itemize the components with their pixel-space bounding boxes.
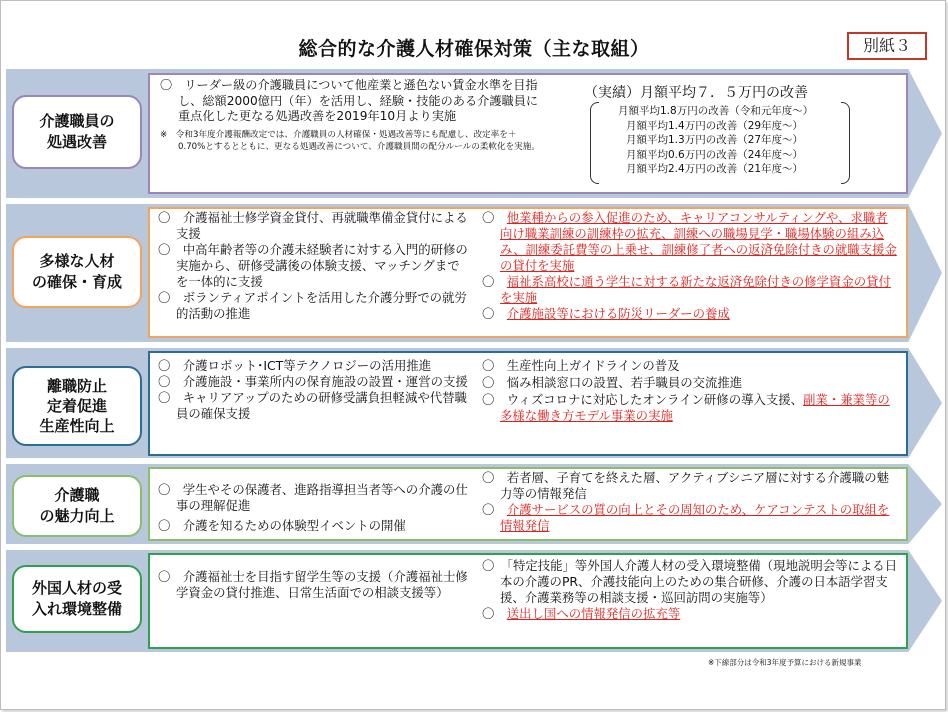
footnote: ※下線部分は令和3年度予算における新規事業 <box>708 658 862 667</box>
list-item: 〇 学生やその保護者、進路指導担当者等への介護の仕事の理解促進 <box>158 482 468 513</box>
list-item: 〇 キャリアアップのための研修受講負担軽減や代替職員の確保支援 <box>158 390 467 421</box>
result-item: 月額平均0.6万円の改善（24年度～） <box>626 148 804 161</box>
section-label-5: 外国人材の受 入れ環境整備 <box>12 565 142 633</box>
policy-note: ※ 令和3年度介護報酬改定では、介護職員の人材確保・処遇改善等にも配慮し、改定率を＋0.70%とするとともに、更なる処遇改善について、介護職員間の配分ルールの柔軟化を実施。 <box>160 129 540 152</box>
list-item: 〇 若者層、子育てを終えた層、アクティブシニア層に対する介護職の魅力等の情報発信 <box>482 470 890 501</box>
results-box <box>590 98 850 186</box>
list-item: 〇 送出し国への情報発信の拡充等 <box>482 606 681 621</box>
section-label-1: 介護職員の 処遇改善 <box>12 95 142 169</box>
page-title: 総合的な介護人材確保対策（主な取組） <box>298 38 650 60</box>
list-item: 〇 悩み相談窓口の設置、若手職員の交流推進 <box>482 374 743 390</box>
section-content-5 <box>148 553 908 649</box>
list-item: 〇 中高年齢者等の介護未経験者に対する入門的研修の実施から、研修受講後の体験支援、マッチングまでを一体的に支援 <box>158 242 468 289</box>
list-item: 〇 「特定技能」等外国人介護人材の受入環境整備（現地説明会等による日本の介護のPR、介護技能向上のための集合研修、介護の日本語学習支援、介護業務等の相談支援・巡回訪問の実施等） <box>482 558 898 605</box>
section-label-4: 介護職 の魅力向上 <box>12 475 142 537</box>
list-item: 〇 介護を知るための体験型イベントの開催 <box>158 518 406 533</box>
annex-label: 別紙３ <box>847 32 927 60</box>
list-item: 〇 福祉系高校に通う学生に対する新たな返済免除付きの修学資金の貸付を実施 <box>482 274 891 305</box>
section-content-3 <box>148 351 908 456</box>
list-item: 〇 生産性向上ガイドラインの普及 <box>482 358 680 373</box>
list-item: 〇 介護施設等における防災リーダーの養成 <box>482 306 730 321</box>
result-item: 月額平均2.4万円の改善（21年度～） <box>626 163 804 176</box>
list-item: 〇 ウィズコロナに対応したオンライン研修の導入支援、副業・兼業等の多様な働き方モデル事業の実施 <box>482 391 890 424</box>
list-item: 〇 介護福祉士修学資金貸付、再就職準備金貸付による支援 <box>158 210 468 241</box>
result-item: 月額平均1.3万円の改善（27年度～） <box>626 134 804 147</box>
result-item: 月額平均1.4万円の改善（29年度～） <box>626 119 804 132</box>
list-item: 〇 リーダー級の介護職員について他産業と遜色ない賃金水準を目指し、総額2000億円（年）を活用し、経験・技能のある介護職員に重点化した更なる処遇改善を2019年10月より実施 <box>160 78 539 124</box>
list-item: 〇 介護ロボット･ICT等テクノロジーの活用推進 <box>158 358 432 373</box>
section-label-3: 離職防止 定着促進 生産性向上 <box>12 366 142 446</box>
section-content-2 <box>148 207 908 338</box>
list-item: 〇 ボランティアポイントを活用した介護分野での就労的活動の推進 <box>158 290 467 321</box>
list-item: 〇 他業種からの参入促進のため、キャリアコンサルティングや、求職者向け職業訓練の訓練枠の拡充、訓練への職場見学・職場体験の組み込み、訓練委託費等の上乗せ、訓練修了者への返済免除付きの就職支援金の貸付を実施 <box>482 210 897 273</box>
list-item: 〇 介護施設・事業所内の保育施設の設置・運営の支援 <box>158 374 468 389</box>
results-heading: （実績）月額平均７．５万円の改善 <box>584 85 808 101</box>
section-content-4 <box>148 467 908 541</box>
section-label-2: 多様な人材 の確保・育成 <box>12 236 142 308</box>
result-item: 月額平均1.8万円の改善（令和元年度～） <box>618 105 814 117</box>
list-item: 〇 介護福祉士を目指す留学生等の支援（介護福祉士修学資金の貸付推進、日常生活面での相談支援等） <box>158 569 468 600</box>
list-item: 〇 介護サービスの質の向上とその周知のため、ケアコンテストの取組を情報発信 <box>482 502 890 533</box>
